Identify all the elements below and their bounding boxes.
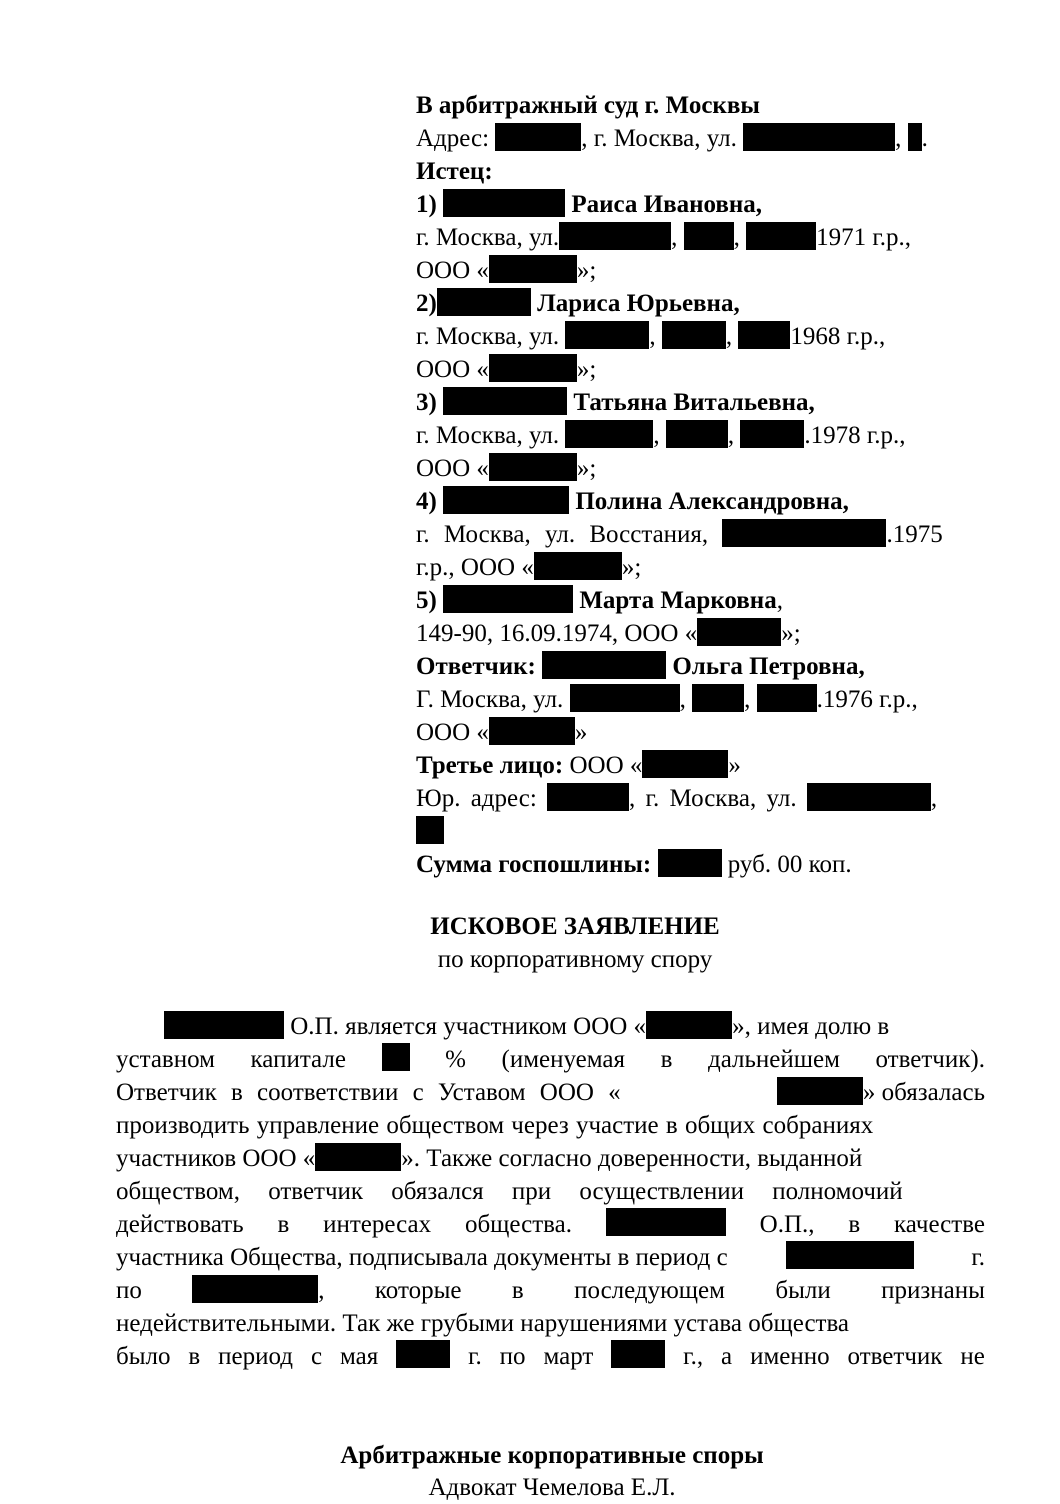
body-line-10 [116, 1307, 985, 1340]
word: период [218, 1343, 294, 1370]
redaction-block [743, 123, 895, 151]
redaction-block [757, 684, 817, 712]
word: в [188, 1343, 201, 1370]
sep: , [671, 224, 678, 251]
third-party-label: Третье лицо: [416, 752, 564, 779]
org-prefix: г.р., ООО « [416, 554, 534, 581]
plaintiff-2-number: 2) [416, 290, 437, 317]
legal-address-cont [416, 815, 444, 848]
redaction-block [443, 486, 569, 514]
redaction-block [697, 618, 781, 646]
org-prefix: ООО « [569, 752, 643, 779]
redaction-block [807, 783, 931, 811]
redaction-block [489, 354, 577, 382]
org-prefix: ООО « [416, 719, 489, 746]
redaction-block [642, 750, 728, 778]
body-line-4 [116, 1109, 985, 1142]
body-text: производить управление обществом через участие в общих собраниях [116, 1112, 874, 1139]
redaction-block [416, 816, 444, 844]
body-text: », имея долю в [732, 1013, 890, 1040]
word: интересах [323, 1211, 432, 1238]
sep: , [649, 323, 656, 350]
sep: , [679, 686, 686, 713]
sep: , [725, 323, 733, 350]
word: мая [339, 1343, 379, 1370]
sep: , [930, 785, 938, 812]
defendant-street: Г. Москва, ул. [416, 686, 564, 713]
body-line-3 [116, 1076, 985, 1109]
plaintiff-4-org [416, 551, 641, 584]
word: по [116, 1277, 142, 1304]
body-text: ». Также согласно доверенности, выданной [401, 1145, 863, 1172]
body-text: г. [971, 1244, 985, 1271]
plaintiff-1-number: 1) [416, 191, 437, 218]
redaction-block [396, 1340, 450, 1368]
redaction-block [565, 321, 649, 349]
defendant-name [416, 650, 865, 683]
redaction-block [786, 1241, 914, 1269]
redaction-block [382, 1043, 410, 1071]
word: признаны [881, 1277, 985, 1304]
redaction-block [542, 651, 666, 679]
plaintiff-3-street: г. Москва, ул. [416, 422, 560, 449]
redaction-block [489, 717, 575, 745]
redaction-block [534, 552, 622, 580]
redaction-block [495, 123, 581, 151]
plaintiff-3-name [416, 386, 815, 419]
word: по [499, 1343, 526, 1370]
org-suffix: »; [576, 356, 597, 383]
redaction-block [666, 420, 728, 448]
court-address-sep: , [895, 125, 902, 152]
redaction-block [164, 1011, 284, 1039]
plaintiff-5-number: 5) [416, 587, 437, 614]
redaction-block [443, 387, 567, 415]
body-line-6 [116, 1175, 985, 1208]
redaction-block [658, 849, 722, 877]
sep: , [744, 686, 751, 713]
document-subtitle [45, 943, 1060, 976]
word: последующем [574, 1277, 725, 1304]
document-title-text: ИСКОВОЕ ЗАЯВЛЕНИЕ [430, 913, 720, 940]
plaintiff-4-street: г. Москва, ул. Восстания, [416, 521, 709, 548]
plaintiff-5-name [416, 584, 783, 617]
third-party [416, 749, 741, 782]
court-address-end: . [921, 125, 928, 152]
plaintiff-3-number: 3) [416, 389, 437, 416]
plaintiff-3-birth-year: .1978 г.р., [804, 422, 906, 449]
word: действовать [116, 1211, 244, 1238]
redaction-block [738, 321, 790, 349]
plaintiff-5-address [416, 617, 801, 650]
sep: , [653, 422, 660, 449]
word: % [445, 1046, 466, 1073]
sep: , [776, 587, 783, 614]
redaction-block [662, 321, 726, 349]
body-line-8 [116, 1241, 985, 1274]
redaction-block [684, 222, 734, 250]
plaintiff-5-details: 149-90, 16.09.1974, ООО « [416, 620, 698, 647]
org-suffix: »; [621, 554, 642, 581]
word: именно [750, 1343, 830, 1370]
redaction-block [692, 684, 744, 712]
plaintiff-3-address [416, 419, 906, 452]
word: общества. [464, 1211, 572, 1238]
document-title [45, 910, 1060, 943]
document-subtitle-text: по корпоративному спору [437, 946, 713, 973]
footer-line-1 [22, 1439, 1060, 1472]
redaction-block [443, 585, 573, 613]
defendant-name-text: Ольга Петровна, [672, 653, 865, 680]
plaintiff-3-org [416, 452, 596, 485]
redaction-block [777, 1077, 863, 1105]
redaction-block [611, 1340, 665, 1368]
redaction-block [192, 1275, 318, 1303]
word: в [660, 1046, 673, 1073]
plaintiff-2-org [416, 353, 596, 386]
plaintiff-4-birth-year: .1975 [886, 521, 943, 548]
court-name [416, 89, 760, 122]
org-prefix: ООО « [416, 455, 489, 482]
redaction-block [908, 123, 922, 151]
word: дальнейшем [708, 1046, 840, 1073]
redaction-block [565, 420, 653, 448]
state-fee-label: Сумма госпошлины: [416, 851, 652, 878]
court-name-text: В арбитражный суд г. Москвы [416, 92, 760, 119]
legal-address-label: Юр. адрес: [416, 785, 537, 812]
body-line-2 [116, 1043, 985, 1076]
word: ответчик [847, 1343, 943, 1370]
redaction-block [443, 189, 565, 217]
redaction-block [570, 684, 680, 712]
word: с [310, 1343, 323, 1370]
plaintiff-4-name [416, 485, 849, 518]
state-fee [416, 848, 852, 881]
body-line-11 [116, 1340, 985, 1373]
body-text: О.П. является участником ООО « [290, 1013, 647, 1040]
word: в [511, 1277, 524, 1304]
redaction-block [740, 420, 804, 448]
sep: , [733, 224, 740, 251]
defendant-birth-year: .1976 г.р., [816, 686, 918, 713]
plaintiff-4-number: 4) [416, 488, 437, 515]
plaintiff-4-name-text: Полина Александровна, [575, 488, 849, 515]
court-address [416, 122, 928, 155]
plaintiff-label-text: Истец: [416, 158, 493, 185]
body-line-7 [116, 1208, 985, 1241]
defendant-org [416, 716, 587, 749]
body-text: недействительными. Так же грубыми нарушениями устава общества [116, 1310, 850, 1337]
word: ответчик). [875, 1046, 985, 1073]
plaintiff-1-name [416, 188, 762, 221]
redaction-block [646, 1011, 732, 1039]
redaction-block [489, 453, 577, 481]
plaintiff-2-birth-year: 1968 г.р., [790, 323, 886, 350]
footer-line-2 [22, 1471, 1060, 1504]
plaintiff-3-name-text: Татьяна Витальевна, [573, 389, 815, 416]
footer-attorney: Адвокат Чемелова Е.Л. [428, 1474, 676, 1501]
footer-practice: Арбитражные корпоративные споры [340, 1442, 764, 1469]
word: качестве [894, 1211, 985, 1238]
body-text: участников ООО « [116, 1145, 316, 1172]
sep: , [727, 422, 735, 449]
word: не [960, 1343, 985, 1370]
org-suffix: »; [576, 455, 597, 482]
plaintiff-5-name-text: Марта Марковна [579, 587, 777, 614]
plaintiff-1-birth-year: 1971 г.р., [816, 224, 912, 251]
redaction-block [559, 222, 671, 250]
word: О.П., [759, 1211, 815, 1238]
redaction-block [437, 288, 531, 316]
redaction-block [315, 1143, 401, 1171]
body-line-1 [164, 1010, 985, 1043]
word: , [318, 1277, 325, 1304]
defendant-address [416, 683, 918, 716]
defendant-label: Ответчик: [416, 653, 536, 680]
word: г. [468, 1343, 482, 1370]
redaction-block [547, 783, 629, 811]
org-suffix: » [728, 752, 741, 779]
word: которые [374, 1277, 462, 1304]
plaintiff-1-org [416, 254, 596, 287]
word: были [775, 1277, 831, 1304]
body-line-5 [116, 1142, 985, 1175]
redaction-block [722, 519, 886, 547]
word: в [277, 1211, 290, 1238]
plaintiff-2-name-text: Лариса Юрьевна, [537, 290, 740, 317]
redaction-block [746, 222, 816, 250]
redaction-block [606, 1208, 726, 1236]
third-party-legal-address [416, 782, 937, 815]
court-address-label: Адрес: [416, 125, 490, 152]
org-suffix: » [574, 719, 588, 746]
word: уставном [116, 1046, 215, 1073]
word: было [116, 1343, 171, 1370]
word: г., [683, 1343, 704, 1370]
body-text: Ответчик в соответствии с Уставом ООО « [116, 1079, 621, 1106]
legal-address-city: , г. Москва, ул. [629, 785, 797, 812]
plaintiff-1-address [416, 221, 911, 254]
redaction-block [489, 255, 577, 283]
body-text: участника Общества, подписывала документы в период с [116, 1244, 728, 1271]
word: в [848, 1211, 861, 1238]
plaintiff-1-street: г. Москва, ул. [416, 224, 560, 251]
word: (именуемая [501, 1046, 626, 1073]
state-fee-value: руб. 00 коп. [727, 851, 852, 878]
body-line-9 [116, 1274, 985, 1307]
plaintiff-2-address [416, 320, 885, 353]
org-suffix: »; [781, 620, 801, 647]
plaintiff-4-address [416, 518, 943, 551]
word: а [721, 1343, 733, 1370]
plaintiff-2-street: г. Москва, ул. [416, 323, 560, 350]
plaintiff-1-name-text: Раиса Ивановна, [571, 191, 763, 218]
org-suffix: »; [576, 257, 597, 284]
word: март [543, 1343, 594, 1370]
plaintiff-2-name [416, 287, 740, 320]
body-text: » обязалась [862, 1079, 985, 1106]
org-prefix: ООО « [416, 257, 489, 284]
word: капитале [250, 1046, 346, 1073]
org-prefix: ООО « [416, 356, 489, 383]
court-address-city: , г. Москва, ул. [581, 125, 737, 152]
body-text: обществом, ответчик обязался при осуществлении полномочий [116, 1178, 903, 1205]
plaintiff-label [416, 155, 493, 188]
